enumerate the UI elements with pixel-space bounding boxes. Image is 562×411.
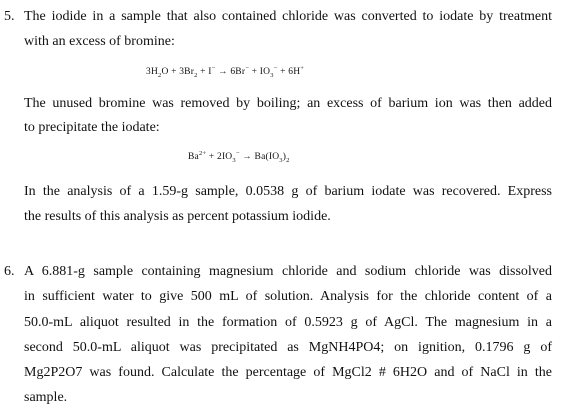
problem-6-line-2: in sufficient water to give 500 mL of solution. Analysis for the chloride content of a xyxy=(24,289,552,304)
equation-iodate-formation xyxy=(146,66,304,78)
problem-5-line-1: The iodide in a sample that also contained chloride was converted to iodate by treatment xyxy=(24,9,552,24)
eq2-term-c: → Ba(IO xyxy=(239,152,280,162)
problem-6-number: 6. xyxy=(4,264,15,279)
equation-barium-iodate xyxy=(188,151,290,163)
eq2-sub-d: 2 xyxy=(286,156,290,164)
problem-6-line-3: 50.0-mL aliquot resulted in the formation of 0.5923 g of AgCl. The magnesium in a xyxy=(24,315,552,330)
problem-5-line-3: The unused bromine was removed by boiling; an excess of barium ion was then added xyxy=(24,96,552,111)
problem-6-line-1: A 6.881-g sample containing magnesium chloride and sodium chloride was dissolved xyxy=(24,264,552,279)
problem-5-line-4: to precipitate the iodate: xyxy=(24,120,160,135)
problem-5-line-6: the results of this analysis as percent potassium iodide. xyxy=(24,209,331,224)
eq2-term-b: + 2IO xyxy=(206,152,233,162)
eq2-term-a: Ba xyxy=(188,152,199,162)
eq1-term-d: → 6Br xyxy=(215,67,246,77)
eq2-sup-b: − xyxy=(235,149,240,157)
eq1-sup-c: − xyxy=(211,64,216,72)
eq2-sub-c: 3 xyxy=(279,156,283,164)
eq1-sup-e: − xyxy=(273,64,278,72)
eq1-term-b: O + 3Br xyxy=(161,67,195,77)
problem-6-line-4: second 50.0-mL aliquot was precipitated as MgNH4PO4; on ignition, 0.1796 g of xyxy=(24,340,552,355)
problem-6-line-6: sample. xyxy=(24,390,68,405)
eq1-sub-a: 2 xyxy=(158,71,162,79)
eq1-sub-b: 2 xyxy=(194,71,198,79)
eq2-sub-b: 3 xyxy=(232,156,236,164)
problem-5-line-5: In the analysis of a 1.59-g sample, 0.0538 g of barium iodate was recovered. Express xyxy=(24,184,552,199)
eq2-term-d: ) xyxy=(282,152,287,162)
eq1-term-a: 3H xyxy=(146,67,159,77)
eq1-sup-f: + xyxy=(300,64,305,72)
eq1-sub-e: 3 xyxy=(270,71,274,79)
problem-6-line-5: Mg2P2O7 was found. Calculate the percentage of MgCl2 # 6H2O and of NaCl in the xyxy=(24,365,552,380)
eq1-term-e: + IO xyxy=(249,67,271,77)
eq1-term-f: + 6H xyxy=(277,67,301,77)
eq2-sup-a: 2+ xyxy=(198,149,207,157)
eq1-sup-d: − xyxy=(245,64,250,72)
problem-5-number: 5. xyxy=(4,9,15,24)
eq1-term-c: + I xyxy=(197,67,212,77)
problem-5-line-2: with an excess of bromine: xyxy=(24,34,175,49)
